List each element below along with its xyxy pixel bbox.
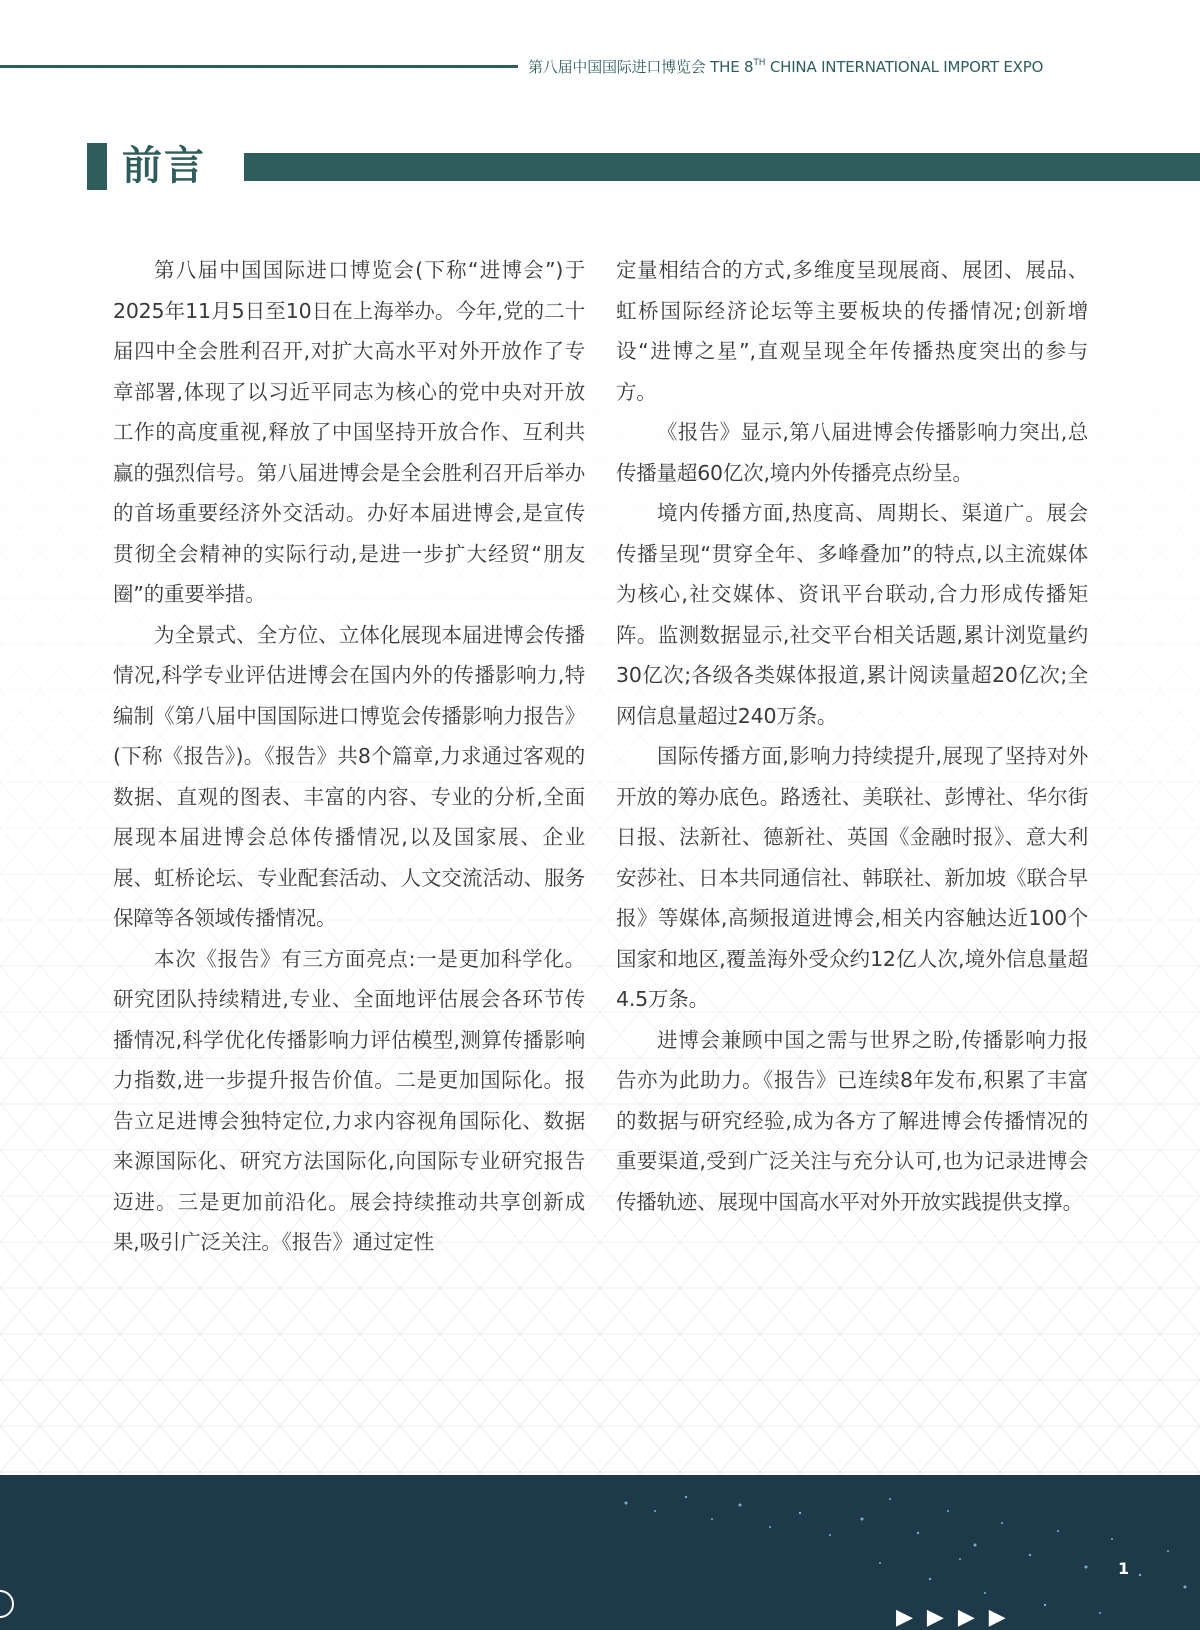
paragraph: 《报告》显示,第八届进博会传播影响力突出,总传播量超60亿次,境内外传播亮点纷呈。 [616, 420, 1088, 485]
section-title-marker [87, 143, 107, 190]
header-title-suffix: CHINA INTERNATIONAL IMPORT EXPO [765, 58, 1044, 76]
text-column-left [113, 250, 585, 1263]
section-title-rule [244, 153, 1200, 181]
paragraph: 进博会兼顾中国之需与世界之盼,传播影响力报告亦为此助力。《报告》已连续8年发布,积累了丰富的数据与研究经验,成为各方了解进博会传播情况的重要渠道,受到广泛关注与充分认可,也为记录进博会传播轨迹、展现中国高水平对外开放实践提供支撑。 [616, 1027, 1088, 1214]
header-superscript: TH [753, 58, 766, 68]
section-title: 前言 [122, 143, 206, 189]
footer-band [0, 1475, 1200, 1630]
paragraph-continuation: 定量相结合的方式,多维度呈现展商、展团、展品、虹桥国际经济论坛等主要板块的传播情况;创新增设“进博之星”,直观呈现全年传播热度突出的参与方。 [616, 258, 1088, 404]
arrow-decoration: ▶▶▶▶ [896, 1605, 1020, 1630]
page-number: 1 [1118, 1559, 1130, 1578]
paragraph: 第八届中国国际进口博览会(下称“进博会”)于2025年11月5日至10日在上海举办。今年,党的二十届四中全会胜利召开,对扩大高水平对外开放作了专章部署,体现了以习近平同志为核心的党中央对开放工作的高度重视,释放了中国坚持开放合作、互利共赢的强烈信号。第八届进博会是全会胜利召开后举办的首场重要经济外交活动。办好本届进博会,是宣传贯彻全会精神的实际行动,是进一步扩大经贸“朋友圈”的重要举措。 [113, 258, 585, 606]
text-column-right [616, 250, 1088, 1222]
running-header [528, 56, 1043, 77]
footer-starfield [0, 1475, 1200, 1630]
paragraph: 国际传播方面,影响力持续提升,展现了坚持对外开放的筹办底色。路透社、美联社、彭博社、华尔街日报、法新社、德新社、英国《金融时报》、意大利安莎社、日本共同通信社、韩联社、新加坡《联合早报》等媒体,高频报道进博会,相关内容触达近100个国家和地区,覆盖海外受众约12亿人次,境外信息量超4.5万条。 [616, 744, 1088, 1011]
header-rule [0, 65, 518, 68]
paragraph: 为全景式、全方位、立体化展现本届进博会传播情况,科学专业评估进博会在国内外的传播影响力,特编制《第八届中国国际进口博览会传播影响力报告》(下称《报告》)。《报告》共8个篇章,力求通过客观的数据、直观的图表、丰富的内容、专业的分析,全面展现本届进博会总体传播情况,以及国家展、企业展、虹桥论坛、专业配套活动、人文交流活动、服务保障等各领域传播情况。 [113, 622, 585, 930]
header-title: 第八届中国国际进口博览会 THE 8 [528, 58, 754, 76]
paragraph: 本次《报告》有三方面亮点:一是更加科学化。研究团队持续精进,专业、全面地评估展会各环节传播情况,科学优化传播影响力评估模型,测算传播影响力指数,进一步提升报告价值。二是更加国际化。报告立足进博会独特定位,力求内容视角国际化、数据来源国际化、研究方法国际化,向国际专业研究报告迈进。三是更加前沿化。展会持续推动共享创新成果,吸引广泛关注。《报告》通过定性 [113, 946, 585, 1254]
paragraph: 境内传播方面,热度高、周期长、渠道广。展会传播呈现“贯穿全年、多峰叠加”的特点,以主流媒体为核心,社交媒体、资讯平台联动,合力形成传播矩阵。监测数据显示,社交平台相关话题,累计浏览量约30亿次;各级各类媒体报道,累计阅读量超20亿次;全网信息量超过240万条。 [616, 501, 1088, 728]
